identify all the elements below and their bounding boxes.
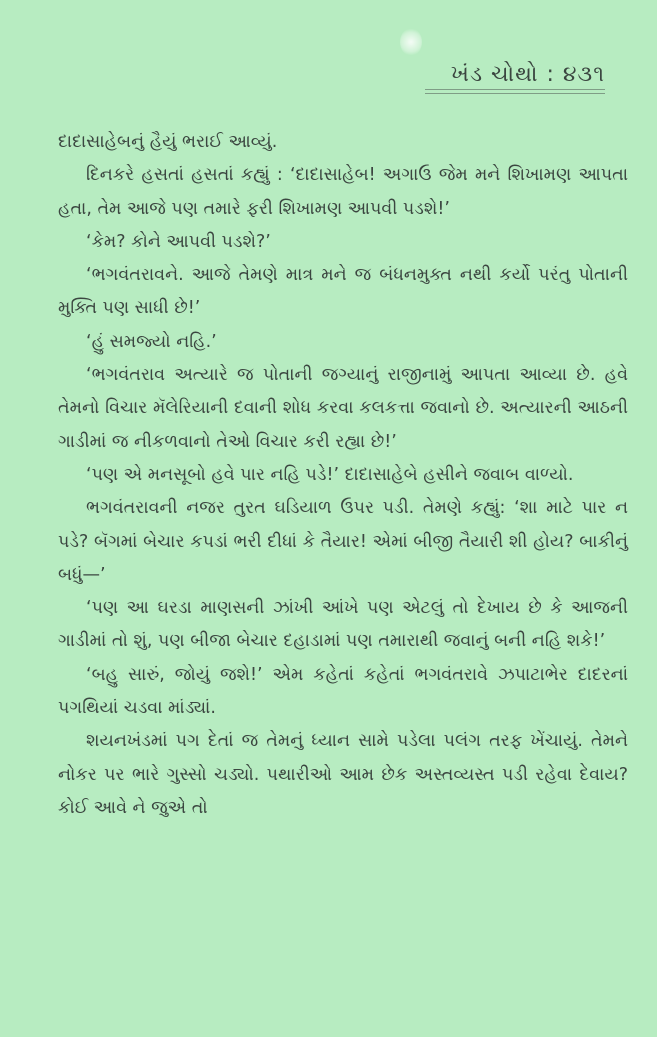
paragraph: ‘પણ આ ઘરડા માણસની ઝાંખી આંખે પણ એટલું તો દેખાય છે કે આજની ગાડીમાં તો શું, પણ બીજા બેચાર દહાડામાં પણ તમારાથી જવાનું બની નહિ શકે!’ (58, 598, 628, 652)
paragraph: દાદાસાહેબનું હૈયું ભરાઈ આવ્યું. (58, 132, 278, 152)
paragraph: ‘કેમ? કોને આપવી પડશે?’ (86, 231, 271, 252)
running-header (425, 62, 605, 94)
paragraph: ‘હું સમજ્યો નહિ.’ (86, 331, 217, 352)
paragraph: ‘ભગવંતરાવને. આજે તેમણે માત્ર મને જ બંધનમુક્ત નથી કર્યો પરંતુ પોતાની મુક્તિ પણ સાધી છે!’ (58, 265, 628, 319)
header-underline (425, 89, 605, 94)
paragraph: શયનખંડમાં પગ દેતાં જ તેમનું ધ્યાન સામે પડેલા પલંગ તરફ ખેંચાયું. તેમને નોકર પર ભારે ગુસ્સો ચડ્યો. પથારીઓ આમ છેક અસ્તવ્યસ્ત પડી રહેવા દેવાય? કોઈ આવે ને જુએ તો (58, 731, 628, 818)
paragraph: દિનકરે હસતાં હસતાં કહ્યું : ‘દાદાસાહેબ! અગાઉ જેમ મને શિખામણ આપતા હતા, તેમ આજે પણ તમારે ફરી શિખામણ આપવી પડશે!’ (58, 165, 628, 219)
paragraph: ભગવંતરાવની નજર તુરત ઘડિયાળ ઉપર પડી. તેમણે કહ્યું: ‘શા માટે પાર ન પડે? બૅગમાં બેચાર કપડાં ભરી દીધાં કે તૈયાર! એમાં બીજી તૈયારી શી હોય? બાકીનું બધું—’ (58, 498, 628, 585)
page-stain (400, 28, 422, 56)
paragraph: ‘પણ એ મનસૂબો હવે પાર નહિ પડે!’ દાદાસાહેબે હસીને જવાબ વાળ્યો. (86, 464, 574, 485)
paragraph: ‘બહુ સારું, જોયું જશે!’ એમ કહેતાં કહેતાં ભગવંતરાવે ઝપાટાભેર દાદરનાં પગથિયાં ચડવા માંડ્યાં. (58, 664, 628, 719)
paragraph: ‘ભગવંતરાવ અત્યારે જ પોતાની જગ્યાનું રાજીનામું આપતા આવ્યા છે. હવે તેમનો વિચાર મૅલેરિયાની દવાની શોધ કરવા કલકત્તા જવાનો છે. અત્યારની આઠની ગાડીમાં જ નીકળવાનો તેઓ વિચાર કરી રહ્યા છે!’ (58, 365, 628, 452)
running-title: ખંડ ચોથો : ૪૩૧ (450, 62, 605, 87)
page-body (58, 126, 628, 825)
